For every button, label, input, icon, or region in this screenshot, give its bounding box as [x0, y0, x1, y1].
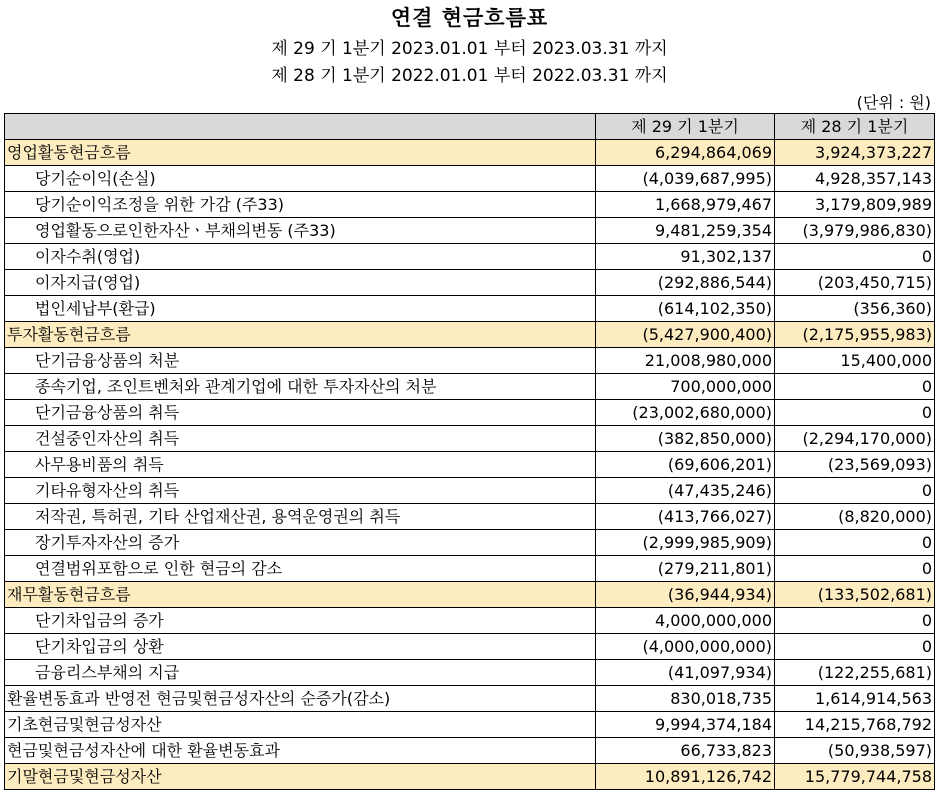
table-row [5, 582, 935, 608]
cash-flow-table [4, 113, 935, 790]
table-row [5, 478, 935, 504]
table-row [5, 764, 935, 790]
row-value-prior: 0 [775, 608, 935, 634]
row-label: 종속기업, 조인트벤처와 관계기업에 대한 투자자산의 처분 [5, 374, 596, 400]
table-row [5, 426, 935, 452]
table-row [5, 556, 935, 582]
period-current: 제 29 기 1분기 2023.01.01 부터 2023.03.31 까지 [271, 39, 668, 59]
row-label: 재무활동현금흐름 [5, 582, 596, 608]
row-value-current: (614,102,350) [596, 296, 775, 322]
row-label: 영업활동현금흐름 [5, 140, 596, 166]
table-header-row [5, 114, 935, 140]
row-value-current: (382,850,000) [596, 426, 775, 452]
row-value-current: (23,002,680,000) [596, 400, 775, 426]
row-label: 환율변동효과 반영전 현금및현금성자산의 순증가(감소) [5, 686, 596, 712]
row-label: 사무용비품의 취득 [5, 452, 596, 478]
table-row [5, 322, 935, 348]
table-row [5, 608, 935, 634]
header-current-period: 제 29 기 1분기 [596, 114, 775, 140]
row-value-current: (5,427,900,400) [596, 322, 775, 348]
row-value-prior: 15,779,744,758 [775, 764, 935, 790]
row-value-prior: (2,175,955,983) [775, 322, 935, 348]
table-row [5, 634, 935, 660]
table-row [5, 530, 935, 556]
row-value-prior: 0 [775, 400, 935, 426]
row-value-current: (292,886,544) [596, 270, 775, 296]
table-row [5, 712, 935, 738]
table-row [5, 660, 935, 686]
row-label: 현금및현금성자산에 대한 환율변동효과 [5, 738, 596, 764]
row-value-current: 1,668,979,467 [596, 192, 775, 218]
row-value-prior: (133,502,681) [775, 582, 935, 608]
table-row [5, 348, 935, 374]
row-value-current: 66,733,823 [596, 738, 775, 764]
row-label: 단기차입금의 증가 [5, 608, 596, 634]
row-label: 단기차입금의 상환 [5, 634, 596, 660]
table-row [5, 686, 935, 712]
header-label-cell [5, 114, 596, 140]
row-label: 건설중인자산의 취득 [5, 426, 596, 452]
row-value-prior: 3,179,809,989 [775, 192, 935, 218]
row-label: 법인세납부(환급) [5, 296, 596, 322]
row-value-prior: 0 [775, 244, 935, 270]
row-value-current: 9,481,259,354 [596, 218, 775, 244]
row-label: 이자수취(영업) [5, 244, 596, 270]
table-row [5, 296, 935, 322]
row-value-current: 21,008,980,000 [596, 348, 775, 374]
row-label: 기말현금및현금성자산 [5, 764, 596, 790]
row-value-current: 10,891,126,742 [596, 764, 775, 790]
row-value-prior: 0 [775, 556, 935, 582]
row-label: 단기금융상품의 취득 [5, 400, 596, 426]
table-row [5, 374, 935, 400]
row-value-prior: 0 [775, 530, 935, 556]
row-label: 영업활동으로인한자산ㆍ부채의변동 (주33) [5, 218, 596, 244]
row-value-prior: 15,400,000 [775, 348, 935, 374]
row-value-current: 830,018,735 [596, 686, 775, 712]
row-value-current: (2,999,985,909) [596, 530, 775, 556]
row-value-current: (41,097,934) [596, 660, 775, 686]
row-value-current: (279,211,801) [596, 556, 775, 582]
row-value-prior: 1,614,914,563 [775, 686, 935, 712]
row-value-prior: (23,569,093) [775, 452, 935, 478]
row-value-prior: 4,928,357,143 [775, 166, 935, 192]
table-row [5, 218, 935, 244]
table-row [5, 400, 935, 426]
row-value-prior: (3,979,986,830) [775, 218, 935, 244]
table-row [5, 192, 935, 218]
row-label: 당기순이익(손실) [5, 166, 596, 192]
row-value-current: 91,302,137 [596, 244, 775, 270]
row-value-prior: 0 [775, 478, 935, 504]
row-value-prior: (122,255,681) [775, 660, 935, 686]
row-value-current: 4,000,000,000 [596, 608, 775, 634]
row-label: 이자지급(영업) [5, 270, 596, 296]
row-value-prior: (2,294,170,000) [775, 426, 935, 452]
period-prior: 제 28 기 1분기 2022.01.01 부터 2022.03.31 까지 [271, 66, 668, 86]
table-row [5, 504, 935, 530]
row-value-prior: 3,924,373,227 [775, 140, 935, 166]
row-value-current: 9,994,374,184 [596, 712, 775, 738]
row-value-prior: (8,820,000) [775, 504, 935, 530]
row-label: 장기투자자산의 증가 [5, 530, 596, 556]
table-row [5, 166, 935, 192]
row-value-current: (413,766,027) [596, 504, 775, 530]
row-label: 저작권, 특허권, 기타 산업재산권, 용역운영권의 취득 [5, 504, 596, 530]
row-value-prior: 0 [775, 634, 935, 660]
row-value-current: (69,606,201) [596, 452, 775, 478]
table-row [5, 270, 935, 296]
row-value-current: (36,944,934) [596, 582, 775, 608]
row-value-current: (47,435,246) [596, 478, 775, 504]
row-value-prior: 0 [775, 374, 935, 400]
row-label: 기초현금및현금성자산 [5, 712, 596, 738]
header-prior-period: 제 28 기 1분기 [775, 114, 935, 140]
row-value-current: (4,000,000,000) [596, 634, 775, 660]
row-label: 금융리스부채의 지급 [5, 660, 596, 686]
row-value-current: 6,294,864,069 [596, 140, 775, 166]
row-value-prior: 14,215,768,792 [775, 712, 935, 738]
table-row [5, 244, 935, 270]
unit-label: (단위 : 원) [856, 93, 931, 112]
row-value-prior: (356,360) [775, 296, 935, 322]
row-label: 연결범위포함으로 인한 현금의 감소 [5, 556, 596, 582]
statement-title: 연결 현금흐름표 [390, 6, 549, 30]
row-label: 기타유형자산의 취득 [5, 478, 596, 504]
table-row [5, 140, 935, 166]
row-value-current: 700,000,000 [596, 374, 775, 400]
table-row [5, 452, 935, 478]
row-value-prior: (50,938,597) [775, 738, 935, 764]
row-value-prior: (203,450,715) [775, 270, 935, 296]
row-label: 당기순이익조정을 위한 가감 (주33) [5, 192, 596, 218]
row-value-current: (4,039,687,995) [596, 166, 775, 192]
row-label: 투자활동현금흐름 [5, 322, 596, 348]
row-label: 단기금융상품의 처분 [5, 348, 596, 374]
table-row [5, 738, 935, 764]
